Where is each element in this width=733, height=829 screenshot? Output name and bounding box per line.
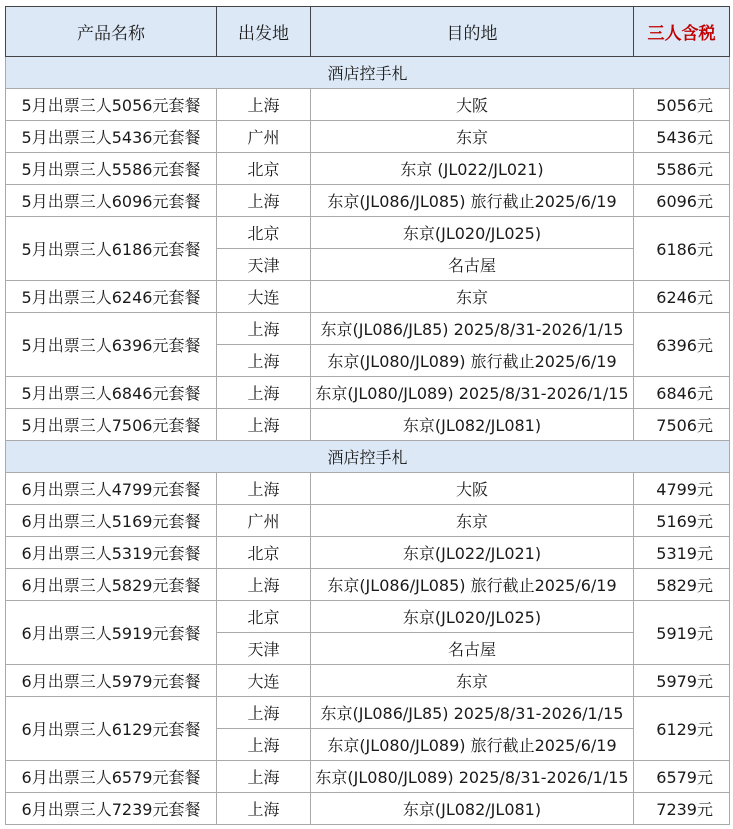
table-row xyxy=(6,121,730,153)
destination-cell: 东京 xyxy=(311,665,634,697)
price-cell: 5919元 xyxy=(634,601,730,665)
table-row xyxy=(6,185,730,217)
price-cell: 7239元 xyxy=(634,793,730,825)
price-cell: 6846元 xyxy=(634,377,730,409)
destination-cell: 名古屋 xyxy=(311,249,634,281)
origin-cell: 广州 xyxy=(217,121,311,153)
destination-cell: 东京 (JL022/JL021) xyxy=(311,153,634,185)
product-name-cell: 5月出票三人6096元套餐 xyxy=(6,185,217,217)
table-body xyxy=(6,57,730,825)
table-row xyxy=(6,217,730,249)
product-name-cell: 5月出票三人5586元套餐 xyxy=(6,153,217,185)
table-row xyxy=(6,537,730,569)
product-name-cell: 6月出票三人5319元套餐 xyxy=(6,537,217,569)
destination-cell: 名古屋 xyxy=(311,633,634,665)
header-product: 产品名称 xyxy=(6,7,217,57)
origin-cell: 上海 xyxy=(217,697,311,729)
price-cell: 7506元 xyxy=(634,409,730,441)
origin-cell: 上海 xyxy=(217,569,311,601)
header-origin: 出发地 xyxy=(217,7,311,57)
origin-cell: 上海 xyxy=(217,761,311,793)
price-cell: 6396元 xyxy=(634,313,730,377)
product-name-cell: 5月出票三人5056元套餐 xyxy=(6,89,217,121)
header-destination: 目的地 xyxy=(311,7,634,57)
table-row xyxy=(6,89,730,121)
price-cell: 5436元 xyxy=(634,121,730,153)
origin-cell: 北京 xyxy=(217,153,311,185)
price-cell: 5829元 xyxy=(634,569,730,601)
price-cell: 5319元 xyxy=(634,537,730,569)
product-name-cell: 5月出票三人7506元套餐 xyxy=(6,409,217,441)
section-row xyxy=(6,57,730,89)
destination-cell: 东京(JL086/JL85) 2025/8/31-2026/1/15 xyxy=(311,697,634,729)
table-row xyxy=(6,409,730,441)
price-cell: 5586元 xyxy=(634,153,730,185)
table-row xyxy=(6,761,730,793)
price-cell: 6579元 xyxy=(634,761,730,793)
table-row xyxy=(6,473,730,505)
product-name-cell: 5月出票三人6396元套餐 xyxy=(6,313,217,377)
table-row xyxy=(6,665,730,697)
destination-cell: 东京(JL080/JL089) 旅行截止2025/6/19 xyxy=(311,345,634,377)
origin-cell: 北京 xyxy=(217,601,311,633)
price-cell: 6186元 xyxy=(634,217,730,281)
destination-cell: 东京(JL082/JL081) xyxy=(311,409,634,441)
destination-cell: 东京(JL020/JL025) xyxy=(311,601,634,633)
product-name-cell: 6月出票三人4799元套餐 xyxy=(6,473,217,505)
origin-cell: 上海 xyxy=(217,729,311,761)
table-row xyxy=(6,505,730,537)
price-cell: 6129元 xyxy=(634,697,730,761)
product-name-cell: 6月出票三人7239元套餐 xyxy=(6,793,217,825)
product-name-cell: 6月出票三人6579元套餐 xyxy=(6,761,217,793)
product-name-cell: 6月出票三人5829元套餐 xyxy=(6,569,217,601)
origin-cell: 上海 xyxy=(217,313,311,345)
origin-cell: 上海 xyxy=(217,345,311,377)
product-name-cell: 6月出票三人5919元套餐 xyxy=(6,601,217,665)
price-cell: 6246元 xyxy=(634,281,730,313)
origin-cell: 上海 xyxy=(217,185,311,217)
price-table xyxy=(5,6,730,825)
destination-cell: 东京(JL022/JL021) xyxy=(311,537,634,569)
table-row xyxy=(6,153,730,185)
section-title: 酒店控手札 xyxy=(6,441,730,473)
origin-cell: 上海 xyxy=(217,409,311,441)
destination-cell: 东京(JL080/JL089) 2025/8/31-2026/1/15 xyxy=(311,377,634,409)
section-title: 酒店控手札 xyxy=(6,57,730,89)
section-row xyxy=(6,441,730,473)
product-name-cell: 5月出票三人6186元套餐 xyxy=(6,217,217,281)
destination-cell: 东京(JL080/JL089) 2025/8/31-2026/1/15 xyxy=(311,761,634,793)
destination-cell: 大阪 xyxy=(311,89,634,121)
destination-cell: 大阪 xyxy=(311,473,634,505)
origin-cell: 北京 xyxy=(217,217,311,249)
origin-cell: 上海 xyxy=(217,89,311,121)
origin-cell: 大连 xyxy=(217,665,311,697)
product-name-cell: 6月出票三人5169元套餐 xyxy=(6,505,217,537)
origin-cell: 北京 xyxy=(217,537,311,569)
price-cell: 6096元 xyxy=(634,185,730,217)
origin-cell: 上海 xyxy=(217,793,311,825)
destination-cell: 东京(JL082/JL081) xyxy=(311,793,634,825)
price-cell: 4799元 xyxy=(634,473,730,505)
destination-cell: 东京(JL020/JL025) xyxy=(311,217,634,249)
destination-cell: 东京(JL086/JL085) 旅行截止2025/6/19 xyxy=(311,185,634,217)
destination-cell: 东京(JL086/JL85) 2025/8/31-2026/1/15 xyxy=(311,313,634,345)
price-cell: 5056元 xyxy=(634,89,730,121)
origin-cell: 广州 xyxy=(217,505,311,537)
origin-cell: 天津 xyxy=(217,633,311,665)
table-row xyxy=(6,793,730,825)
table-row xyxy=(6,377,730,409)
product-name-cell: 6月出票三人6129元套餐 xyxy=(6,697,217,761)
table-row xyxy=(6,313,730,345)
product-name-cell: 6月出票三人5979元套餐 xyxy=(6,665,217,697)
product-name-cell: 5月出票三人6246元套餐 xyxy=(6,281,217,313)
product-name-cell: 5月出票三人6846元套餐 xyxy=(6,377,217,409)
destination-cell: 东京(JL086/JL085) 旅行截止2025/6/19 xyxy=(311,569,634,601)
header-price: 三人含税 xyxy=(634,7,730,57)
destination-cell: 东京 xyxy=(311,121,634,153)
table-row xyxy=(6,569,730,601)
origin-cell: 天津 xyxy=(217,249,311,281)
origin-cell: 大连 xyxy=(217,281,311,313)
table-row xyxy=(6,697,730,729)
price-table-container xyxy=(5,6,730,825)
origin-cell: 上海 xyxy=(217,377,311,409)
price-cell: 5979元 xyxy=(634,665,730,697)
destination-cell: 东京 xyxy=(311,281,634,313)
origin-cell: 上海 xyxy=(217,473,311,505)
table-row xyxy=(6,281,730,313)
table-row xyxy=(6,601,730,633)
destination-cell: 东京 xyxy=(311,505,634,537)
header-row xyxy=(6,7,730,57)
product-name-cell: 5月出票三人5436元套餐 xyxy=(6,121,217,153)
price-cell: 5169元 xyxy=(634,505,730,537)
destination-cell: 东京(JL080/JL089) 旅行截止2025/6/19 xyxy=(311,729,634,761)
